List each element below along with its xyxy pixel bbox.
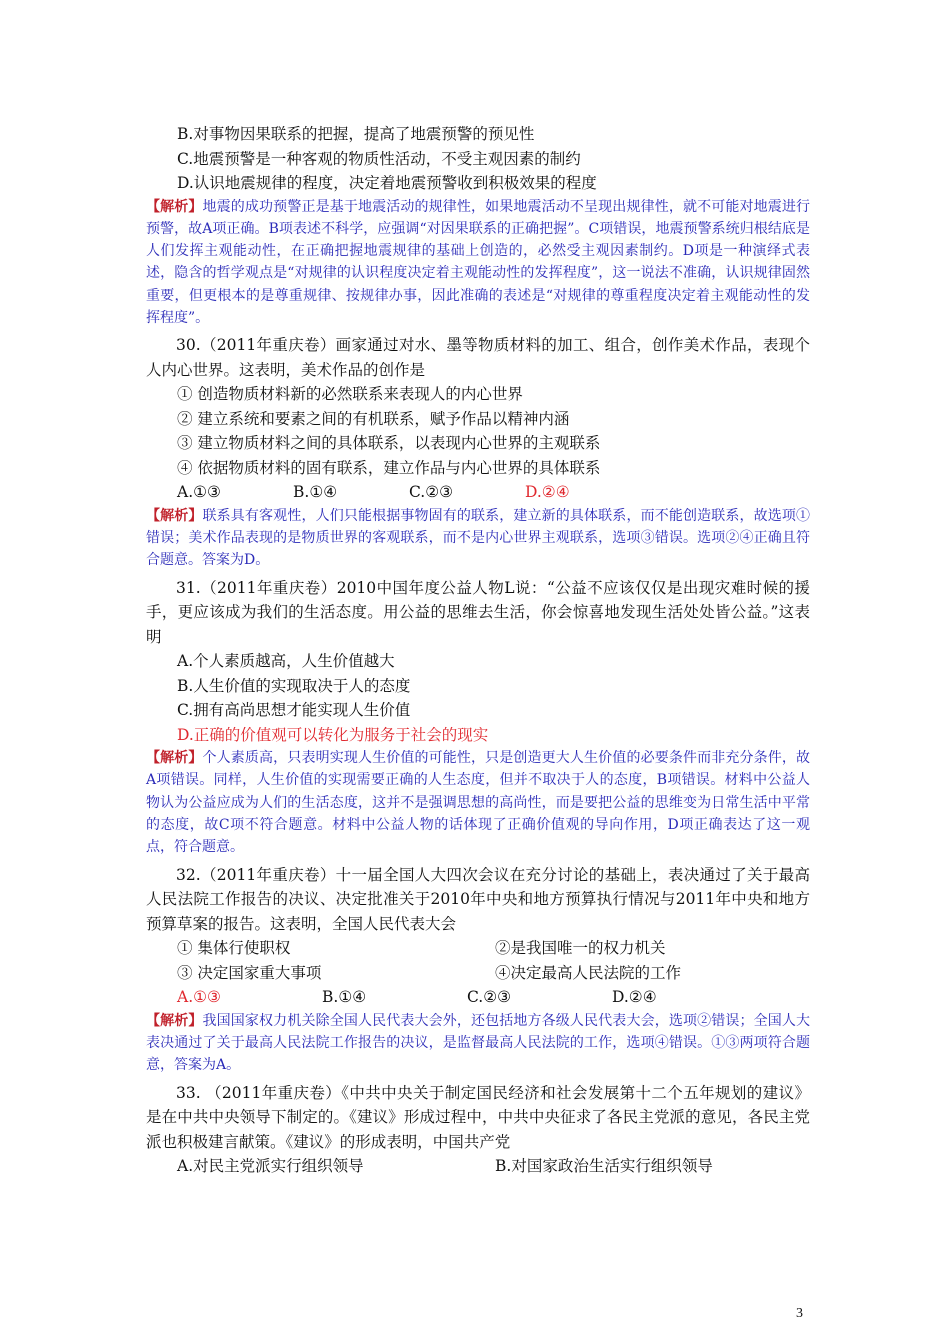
analysis-tag: 【解析】 [146, 507, 203, 524]
q30-item-3: ③ 建立物质材料之间的具体联系，以表现内心世界的主观联系 [177, 434, 601, 453]
analysis-text: 联系具有客观性，人们只能根据事物固有的联系，建立新的具体联系，而不能创造联系，故选项①错误；美术作品表现的是物质世界的客观联系，而不是内心世界主观联系，选项③错误。选项②④正确且符合题意。答案为D。 [146, 507, 811, 569]
analysis-30 [146, 505, 810, 572]
q31-choice-b: B.人生价值的实现取决于人的态度 [177, 676, 411, 695]
q30-choice-c: C.②③ [409, 483, 454, 502]
option-b: B.对事物因果联系的把握，提高了地震预警的预见性 [177, 125, 535, 143]
q32-choice-d: D.②④ [612, 988, 657, 1007]
question-33-stem: 33. （2011年重庆卷）《中共中央关于制定国民经济和社会发展第十二个五年规划的建议》是在中共中央领导下制定的。《建议》形成过程中，中共中央征求了各民主党派的意见，各民主党派也积极建言献策。《建议》的形成表明，中国共产党 [146, 1083, 810, 1151]
q32-choices [146, 985, 810, 1010]
analysis-text: 我国国家权力机关除全国人民代表大会外，还包括地方各级人民代表大会，选项②错误；全国人大表决通过了关于最高人民法院工作报告的决议，是监督最高人民法院的工作，选项④错误。①③两项符合题意，答案为A。 [146, 1012, 811, 1074]
q30-item-1: ① 创造物质材料新的必然联系来表现人的内心世界 [177, 385, 523, 404]
q30-choice-b: B.①④ [293, 483, 338, 502]
q33-choice-a: A.对民主党派实行组织领导 [177, 1157, 364, 1176]
page-content [146, 122, 810, 1179]
q32-choice-c: C.②③ [467, 988, 512, 1007]
question-31-stem: 31.（2011年重庆卷）2010中国年度公益人物L说：“公益不应该仅仅是出现灾难时候的援手，更应该成为我们的生活态度。用公益的思维去生活，你会惊喜地发现生活处处皆公益。”这表明 [146, 578, 810, 646]
q32-item-4: ④决定最高人民法院的工作 [495, 963, 682, 982]
q31-choice-c: C.拥有高尚思想才能实现人生价值 [177, 701, 411, 720]
q31-choice-d-answer: D.正确的价值观可以转化为服务于社会的现实 [177, 725, 489, 744]
analysis-tag: 【解析】 [146, 198, 203, 215]
q30-choice-d-answer: D.②④ [525, 483, 570, 502]
option-c: C.地震预警是一种客观的物质性活动，不受主观因素的制约 [177, 149, 581, 168]
q32-item-1: ① 集体行使职权 [177, 939, 291, 958]
q30-item-2: ② 建立系统和要素之间的有机联系，赋予作品以精神内涵 [177, 409, 570, 428]
q33-choices [146, 1154, 810, 1179]
q30-choices [146, 480, 810, 505]
question-30-stem: 30.（2011年重庆卷）画家通过对水、墨等物质材料的加工、组合，创作美术作品，表现个人内心世界。这表明，美术作品的创作是 [146, 336, 810, 379]
q33-choice-b: B.对国家政治生活实行组织领导 [495, 1157, 713, 1176]
q32-item-2: ②是我国唯一的权力机关 [495, 939, 666, 958]
q32-items-row-1 [146, 936, 810, 961]
q30-item-4: ④ 依据物质材料的固有联系，建立作品与内心世界的具体联系 [177, 458, 601, 477]
analysis-32 [146, 1010, 810, 1077]
analysis-text: 地震的成功预警正是基于地震活动的规律性，如果地震活动不呈现出规律性，就不可能对地震进行预警，故A项正确。B项表述不科学，应强调“对因果联系的正确把握”。C项错误，地震预警系统归根结底是人们发挥主观能动性，在正确把握地震规律的基础上创造的，必然受主观因素制约。D项是一种演绎式表述，隐含的哲学观点是“对规律的认识程度决定着主观能动性的发挥程度”，这一说法不准确，认识规律固然重要，但更根本的是尊重规律、按规律办事，因此准确的表述是“对规律的尊重程度决定着主观能动性的发挥程度”。 [146, 198, 811, 326]
analysis-text: 个人素质高，只表明实现人生价值的可能性，只是创造更大人生价值的必要条件而非充分条件，故A项错误。同样，人生价值的实现需要正确的人生态度，但并不取决于人的态度，B项错误。材料中公益人物认为公益应成为人们的生活态度，这并不是强调思想的高尚性，而是要把公益的思维变为日常生活中平常的态度，故C项不符合题意。材料中公益人物的话体现了正确价值观的导向作用，D项正确表达了这一观点，符合题意。 [146, 750, 811, 856]
option-d: D.认识地震规律的程度，决定着地震预警收到积极效果的程度 [177, 174, 597, 192]
page-number: 3 [796, 1306, 803, 1321]
q31-choice-a: A.个人素质越高，人生价值越大 [177, 652, 395, 671]
q30-choice-a: A.①③ [177, 483, 221, 502]
analysis-tag: 【解析】 [146, 1012, 203, 1029]
q32-choice-b: B.①④ [322, 988, 367, 1007]
q32-item-3: ③ 决定国家重大事项 [177, 963, 322, 982]
analysis-prev [146, 196, 810, 330]
q32-items-row-2 [146, 961, 810, 986]
q32-choice-a-answer: A.①③ [177, 988, 221, 1007]
analysis-31 [146, 747, 810, 858]
question-32-stem: 32.（2011年重庆卷）十一届全国人大四次会议在充分讨论的基础上，表决通过了关于最高人民法院工作报告的决议、决定批准关于2010年中央和地方预算执行情况与2011年中央和地方预算草案的报告。这表明，全国人民代表大会 [146, 865, 810, 933]
analysis-tag: 【解析】 [146, 750, 203, 767]
